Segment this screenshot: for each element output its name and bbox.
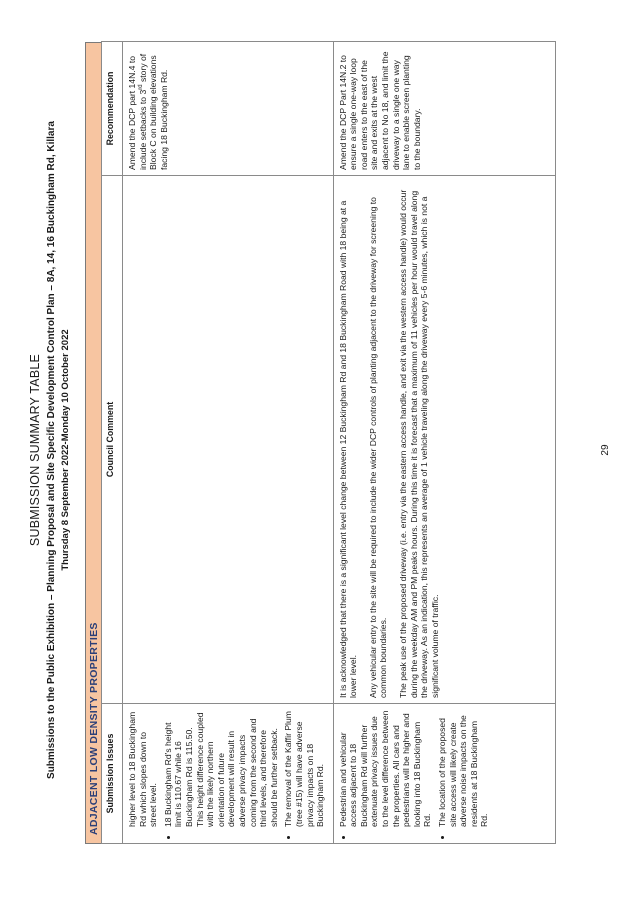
section-header: ADJACENT LOW DENSITY PROPERTIES bbox=[85, 42, 102, 844]
comment-paragraph: The peak use of the proposed driveway (i.e. entry via the eastern access handle, and exit via the western access handle) would occur during the weekday AM and PM peaks hours. During this time it is forecast that a maximum of 11 vehicles per hour would travel along the driveway. As an indication, this represents an average of 1 vehicle traveling along the driveway every 5-6 minutes, which is not a significant volume of traffic. bbox=[398, 189, 440, 698]
header-council-comment: Council Comment bbox=[102, 176, 123, 704]
recommendation-cell bbox=[123, 42, 334, 176]
comment-paragraph: Any vehicular entry to the site will be required to include the wider DCP controls of planting adjacent to the driveway for screening to common boundaries. bbox=[367, 197, 389, 698]
exhibition-dates: Thursday 8 September 2022-Monday 10 October 2022 bbox=[60, 329, 71, 571]
recommendation-text-end: story of Block C on building elevations facing 18 Buckingham Rd. bbox=[137, 53, 169, 170]
issue-list bbox=[338, 709, 490, 838]
issues-cell bbox=[333, 704, 555, 844]
recommendation-cell bbox=[333, 42, 555, 176]
recommendation-text: Amend the DCP Part 14N.2 to ensure a single one-way loop road enters to the east of the site and exits at the west adjacent to No 18, and limit the driveway to a single one way lane to enable screen planting to the boundary. bbox=[337, 51, 422, 170]
table-row bbox=[333, 42, 555, 844]
issue-item: • 18 Buckingham Rd’s height limit is 110.67 while 16 Buckingham Rd is 115.50. This height difference coupled with the likely northern orientation of future development will result in adverse privacy impacts coming from the second and third levels, and therefore should be further setback. bbox=[163, 709, 280, 827]
header-submission-issues: Submission Issues bbox=[102, 704, 123, 844]
issue-continuation: higher level to 18 Buckingham Rd which slopes down to street level. bbox=[127, 711, 159, 827]
submission-table bbox=[101, 41, 556, 844]
recommendation-superscript: rd bbox=[137, 84, 144, 90]
issue-item: • The location of the proposed site access will likely create adverse noise impacts on the residents at 18 Buckingham Rd. bbox=[437, 709, 490, 827]
table-row bbox=[123, 42, 334, 844]
issue-list bbox=[163, 709, 326, 838]
document-title: SUBMISSION SUMMARY TABLE bbox=[28, 353, 42, 547]
comment-cell bbox=[123, 176, 334, 704]
document-subtitle: Submissions to the Public Exhibition – Planning Proposal and Site Specific Development Control Plan – 8A, 14, 16 Buckingham Rd, Killara bbox=[46, 121, 57, 779]
comment-paragraph: It is acknowledged that there is a significant level change between 12 Buckingham Rd and 18 Buckingham Road with 18 being at a lower level. bbox=[337, 200, 359, 698]
header-recommendation: Recommendation bbox=[102, 42, 123, 176]
recommendation-text: Amend the DCP part 14N.4 to include setbacks to 3 bbox=[127, 55, 148, 170]
table-header-row bbox=[102, 42, 123, 844]
issue-item: • The removal of the Kaffir Plum (tree #15) will have adverse privacy impacts on 18 Buckingham Rd. bbox=[283, 709, 325, 827]
page-number: 29 bbox=[600, 444, 611, 456]
issues-cell bbox=[123, 704, 334, 844]
issue-item: • Pedestrian and vehicular access adjacent to 18 Buckingham Rd will further extenuate privacy issues due to the level difference between the properties. All cars and pedestrians will be higher and looking into 18 Buckingham Rd. bbox=[338, 709, 433, 827]
comment-cell bbox=[333, 176, 555, 704]
